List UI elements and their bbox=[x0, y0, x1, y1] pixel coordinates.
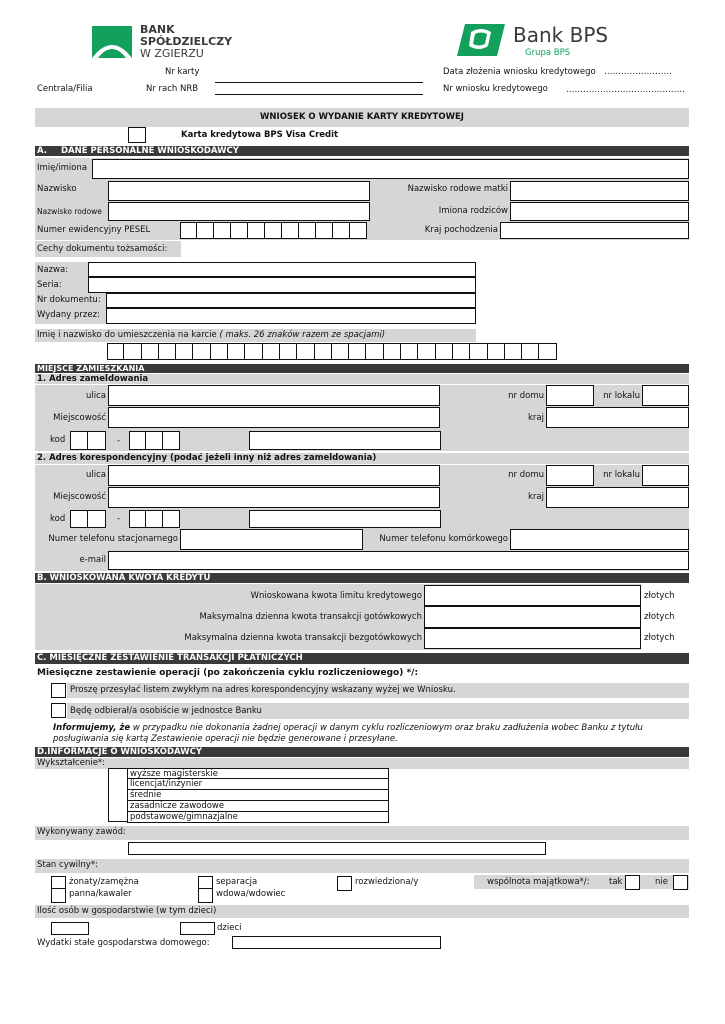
nr-wniosku-dots[interactable]: …………………………………… bbox=[566, 85, 685, 95]
bezgotowkowe-unit: złotych bbox=[644, 633, 675, 643]
edu-option-2[interactable]: licencjat/inżynier bbox=[127, 779, 389, 790]
nr-wniosku-label: Nr wniosku kredytowego bbox=[443, 84, 548, 94]
gotowkowe-input[interactable] bbox=[424, 606, 641, 628]
bank-sz-logo bbox=[92, 24, 242, 64]
stan-wdowa-label: wdowa/wdowiec bbox=[216, 889, 286, 899]
limit-input[interactable] bbox=[424, 585, 641, 606]
bezgotowkowe-label: Maksymalna dzienna kwota transakcji bezgotówkowych bbox=[184, 633, 422, 643]
tel-komorkowy-input[interactable] bbox=[510, 529, 689, 550]
stan-separacja-label: separacja bbox=[216, 877, 258, 887]
imiona-rodzicow-input[interactable] bbox=[510, 202, 689, 221]
adres1-label: 1. Adres zameldowania bbox=[37, 374, 149, 384]
a2-nr-lokalu-label: nr lokalu bbox=[603, 470, 640, 480]
info-bold: Informujemy, że bbox=[53, 723, 131, 733]
section-b-header: B. WNIOSKOWANA KWOTA KREDYTU bbox=[35, 573, 689, 583]
bank-sz-line2: SPÓŁDZIELCZY bbox=[140, 35, 233, 48]
nr-rach-line[interactable] bbox=[215, 94, 423, 95]
bank-bps-sub: Grupa BPS bbox=[525, 48, 571, 58]
stan-checkbox-wdowa[interactable] bbox=[198, 888, 213, 903]
email-input[interactable] bbox=[108, 551, 689, 570]
a1-miejscowosc-label: Miejscowość bbox=[53, 413, 106, 423]
a1-kraj-label: kraj bbox=[528, 413, 544, 423]
a1-nr-lokalu-label: nr lokalu bbox=[603, 391, 640, 401]
ilosc-label: Ilość osób w gospodarstwie (w tym dzieci) bbox=[37, 906, 217, 916]
a2-kod-dash: - bbox=[117, 514, 121, 524]
limit-label: Wnioskowana kwota limitu kredytowego bbox=[250, 591, 422, 601]
nr-rach-label: Nr rach NRB bbox=[146, 84, 199, 94]
wydatki-label: Wydatki stałe gospodarstwa domowego: bbox=[37, 938, 210, 948]
tak-label: tak bbox=[609, 877, 623, 887]
section-d-header: D.INFORMACJE O WNIOSKODAWCY bbox=[35, 747, 689, 757]
a2-nr-domu-input[interactable] bbox=[546, 465, 594, 486]
kraj-pochodzenia-label: Kraj pochodzenia bbox=[424, 225, 498, 235]
section-a-letter: A. bbox=[37, 146, 47, 156]
info-line1 bbox=[53, 723, 643, 734]
section-c-subtitle: Miesięczne zestawienie operacji (po zakończenia cyklu rozliczeniowego) */: bbox=[37, 668, 419, 678]
opt2-checkbox[interactable] bbox=[51, 703, 66, 718]
opt1-label: Proszę przesyłać listem zwykłym na adres korespondencyjny wskazany wyżej we Wniosku. bbox=[70, 685, 456, 695]
seria-label: Seria: bbox=[37, 280, 62, 290]
a1-kod-cells-2[interactable] bbox=[129, 431, 180, 450]
a2-miejscowosc-label: Miejscowość bbox=[53, 492, 106, 502]
nr-karty-line[interactable] bbox=[215, 82, 423, 83]
nr-dokumentu-input[interactable] bbox=[106, 293, 476, 308]
bank-sz-line1: BANK bbox=[140, 23, 175, 36]
edu-option-5[interactable]: podstawowe/gimnazjalne bbox=[127, 812, 389, 823]
centrala-filia-label: Centrala/Filia bbox=[37, 84, 93, 94]
karta-name-cells[interactable] bbox=[107, 343, 557, 360]
bezgotowkowe-input[interactable] bbox=[424, 628, 641, 649]
a2-poczta-input[interactable] bbox=[249, 510, 441, 528]
stan-zonaty-label: żonaty/zamężna bbox=[69, 877, 139, 887]
bank-bps-name: Bank BPS bbox=[513, 23, 609, 47]
cechy-label: Cechy dokumentu tożsamości: bbox=[37, 244, 168, 254]
nazwisko-input[interactable] bbox=[108, 181, 370, 201]
opt1-checkbox[interactable] bbox=[51, 683, 66, 698]
tak-checkbox[interactable] bbox=[625, 875, 640, 890]
nazwisko-rodowe-input[interactable] bbox=[108, 202, 370, 221]
karta-name-note: ( maks. 26 znaków razem ze spacjami) bbox=[219, 330, 386, 340]
stan-label: Stan cywilny*: bbox=[37, 860, 98, 870]
section-a-header bbox=[35, 146, 689, 156]
zawod-label: Wykonywany zawód: bbox=[37, 827, 126, 837]
karta-name-label bbox=[37, 330, 385, 341]
a1-nr-domu-input[interactable] bbox=[546, 385, 594, 406]
imie-input[interactable] bbox=[92, 159, 689, 179]
nazwa-label: Nazwa: bbox=[37, 265, 69, 275]
tel-stacjonarny-input[interactable] bbox=[180, 529, 363, 550]
zawod-bg bbox=[35, 826, 689, 840]
address-header: MIEJSCE ZAMIESZKANIA bbox=[35, 364, 689, 373]
a1-kod-cells-1[interactable] bbox=[70, 431, 106, 450]
pesel-cells[interactable] bbox=[180, 222, 367, 239]
wydany-przez-input[interactable] bbox=[106, 308, 476, 324]
a2-nr-lokalu-input[interactable] bbox=[642, 465, 689, 486]
bank-bps-emblem-icon bbox=[455, 22, 507, 58]
a1-nr-domu-label: nr domu bbox=[508, 391, 544, 401]
bank-bps-logo bbox=[455, 22, 625, 62]
stan-checkbox-rozwiedziona[interactable] bbox=[337, 876, 352, 891]
a2-kraj-input[interactable] bbox=[546, 487, 689, 508]
a1-nr-lokalu-input[interactable] bbox=[642, 385, 689, 406]
seria-input[interactable] bbox=[88, 277, 476, 293]
bank-sz-line3: W ZGIERZU bbox=[140, 47, 204, 60]
a2-miejscowosc-input[interactable] bbox=[108, 487, 440, 508]
a2-kod-cells-1[interactable] bbox=[70, 510, 106, 528]
tel-komorkowy-label: Numer telefonu komórkowego bbox=[379, 534, 508, 544]
nazwisko-rodowe-label: Nazwisko rodowe bbox=[37, 207, 102, 216]
pesel-label: Numer ewidencyjny PESEL bbox=[37, 225, 151, 235]
dzieci-input[interactable] bbox=[180, 922, 215, 935]
a1-ulica-input[interactable] bbox=[108, 385, 440, 406]
bank-sz-emblem-icon bbox=[92, 26, 132, 58]
edu-option-3[interactable]: średnie bbox=[127, 790, 389, 801]
stan-bg bbox=[35, 859, 689, 873]
wspolnota-label: wspólnota majątkowa*/: bbox=[487, 877, 590, 887]
form-title: WNIOSEK O WYDANIE KARTY KREDYTOWEJ bbox=[260, 112, 464, 122]
wydatki-input[interactable] bbox=[232, 936, 441, 949]
data-zlozenia-dots[interactable]: …………………… bbox=[604, 67, 672, 77]
dzieci-label: dzieci bbox=[217, 923, 242, 933]
nazwisko-matki-label: Nazwisko rodowe matki bbox=[407, 184, 508, 194]
a2-ulica-input[interactable] bbox=[108, 465, 440, 486]
nie-label: nie bbox=[655, 877, 668, 887]
nazwisko-label: Nazwisko bbox=[37, 184, 77, 194]
wydany-przez-label: Wydany przez: bbox=[37, 310, 100, 320]
data-zlozenia-label: Data złożenia wniosku kredytowego bbox=[443, 67, 596, 77]
ilosc-input[interactable] bbox=[51, 922, 89, 935]
a1-kraj-input[interactable] bbox=[546, 407, 689, 428]
nazwa-input[interactable] bbox=[88, 262, 476, 277]
edu-option-1[interactable]: wyższe magisterskie bbox=[127, 768, 389, 779]
wyksztalcenie-label: Wykształcenie*: bbox=[37, 758, 106, 768]
a1-kod-dash: - bbox=[117, 436, 121, 446]
a2-kod-label: kod bbox=[50, 514, 66, 524]
kraj-pochodzenia-input[interactable] bbox=[500, 222, 689, 239]
a2-nr-domu-label: nr domu bbox=[508, 470, 544, 480]
info-line2: posługiwania się kartą Zestawienie operacji nie będzie generowane i przesyłane. bbox=[53, 734, 398, 744]
info-text1: w przypadku nie dokonania żadnej operacji w danym cyklu rozliczeniowym oraz braku zadłużenia wobec Banku z tytułu bbox=[130, 723, 643, 733]
edu-option-4[interactable]: zasadnicze zawodowe bbox=[127, 801, 389, 812]
section-a-title: DANE PERSONALNE WNIOSKODAWCY bbox=[61, 146, 239, 156]
nazwisko-matki-input[interactable] bbox=[510, 181, 689, 201]
a2-kod-cells-2[interactable] bbox=[129, 510, 180, 528]
nr-dokumentu-label: Nr dokumentu: bbox=[37, 295, 101, 305]
adres2-label: 2. Adres korespondencyjny (podać jeżeli inny niż adres zameldowania) bbox=[37, 453, 377, 463]
tel-stacjonarny-label: Numer telefonu stacjonarnego bbox=[48, 534, 178, 544]
nie-checkbox[interactable] bbox=[673, 875, 688, 890]
limit-unit: złotych bbox=[644, 591, 675, 601]
gotowkowe-label: Maksymalna dzienna kwota transakcji gotówkowych bbox=[199, 612, 422, 622]
nr-karty-label: Nr karty bbox=[165, 67, 200, 77]
opt2-label: Będę odbierał/a osobiście w jednostce Banku bbox=[70, 706, 262, 716]
a1-ulica-label: ulica bbox=[86, 391, 106, 401]
card-type-label: Karta kredytowa BPS Visa Credit bbox=[181, 130, 339, 140]
a1-poczta-input[interactable] bbox=[249, 431, 441, 450]
stan-panna-label: panna/kawaler bbox=[69, 889, 132, 899]
imie-label: Imię/imiona bbox=[37, 163, 88, 173]
zawod-input[interactable] bbox=[128, 842, 546, 855]
card-type-checkbox[interactable] bbox=[128, 127, 146, 143]
a2-kraj-label: kraj bbox=[528, 492, 544, 502]
karta-name-text: Imię i nazwisko do umieszczenia na karcie bbox=[37, 330, 217, 340]
gotowkowe-unit: złotych bbox=[644, 612, 675, 622]
edu-checkbox-column[interactable] bbox=[108, 768, 128, 822]
email-label: e-mail bbox=[79, 555, 106, 565]
stan-rozwiedziona-label: rozwiedziona/y bbox=[355, 877, 419, 887]
stan-checkbox-panna[interactable] bbox=[51, 888, 66, 903]
a1-kod-label: kod bbox=[50, 435, 66, 445]
section-c-header: C. MIESIĘCZNE ZESTAWIENIE TRANSAKCJI PŁATNICZYCH bbox=[35, 653, 689, 664]
imiona-rodzicow-label: Imiona rodziców bbox=[438, 206, 508, 216]
a2-ulica-label: ulica bbox=[86, 470, 106, 480]
a1-miejscowosc-input[interactable] bbox=[108, 407, 440, 428]
